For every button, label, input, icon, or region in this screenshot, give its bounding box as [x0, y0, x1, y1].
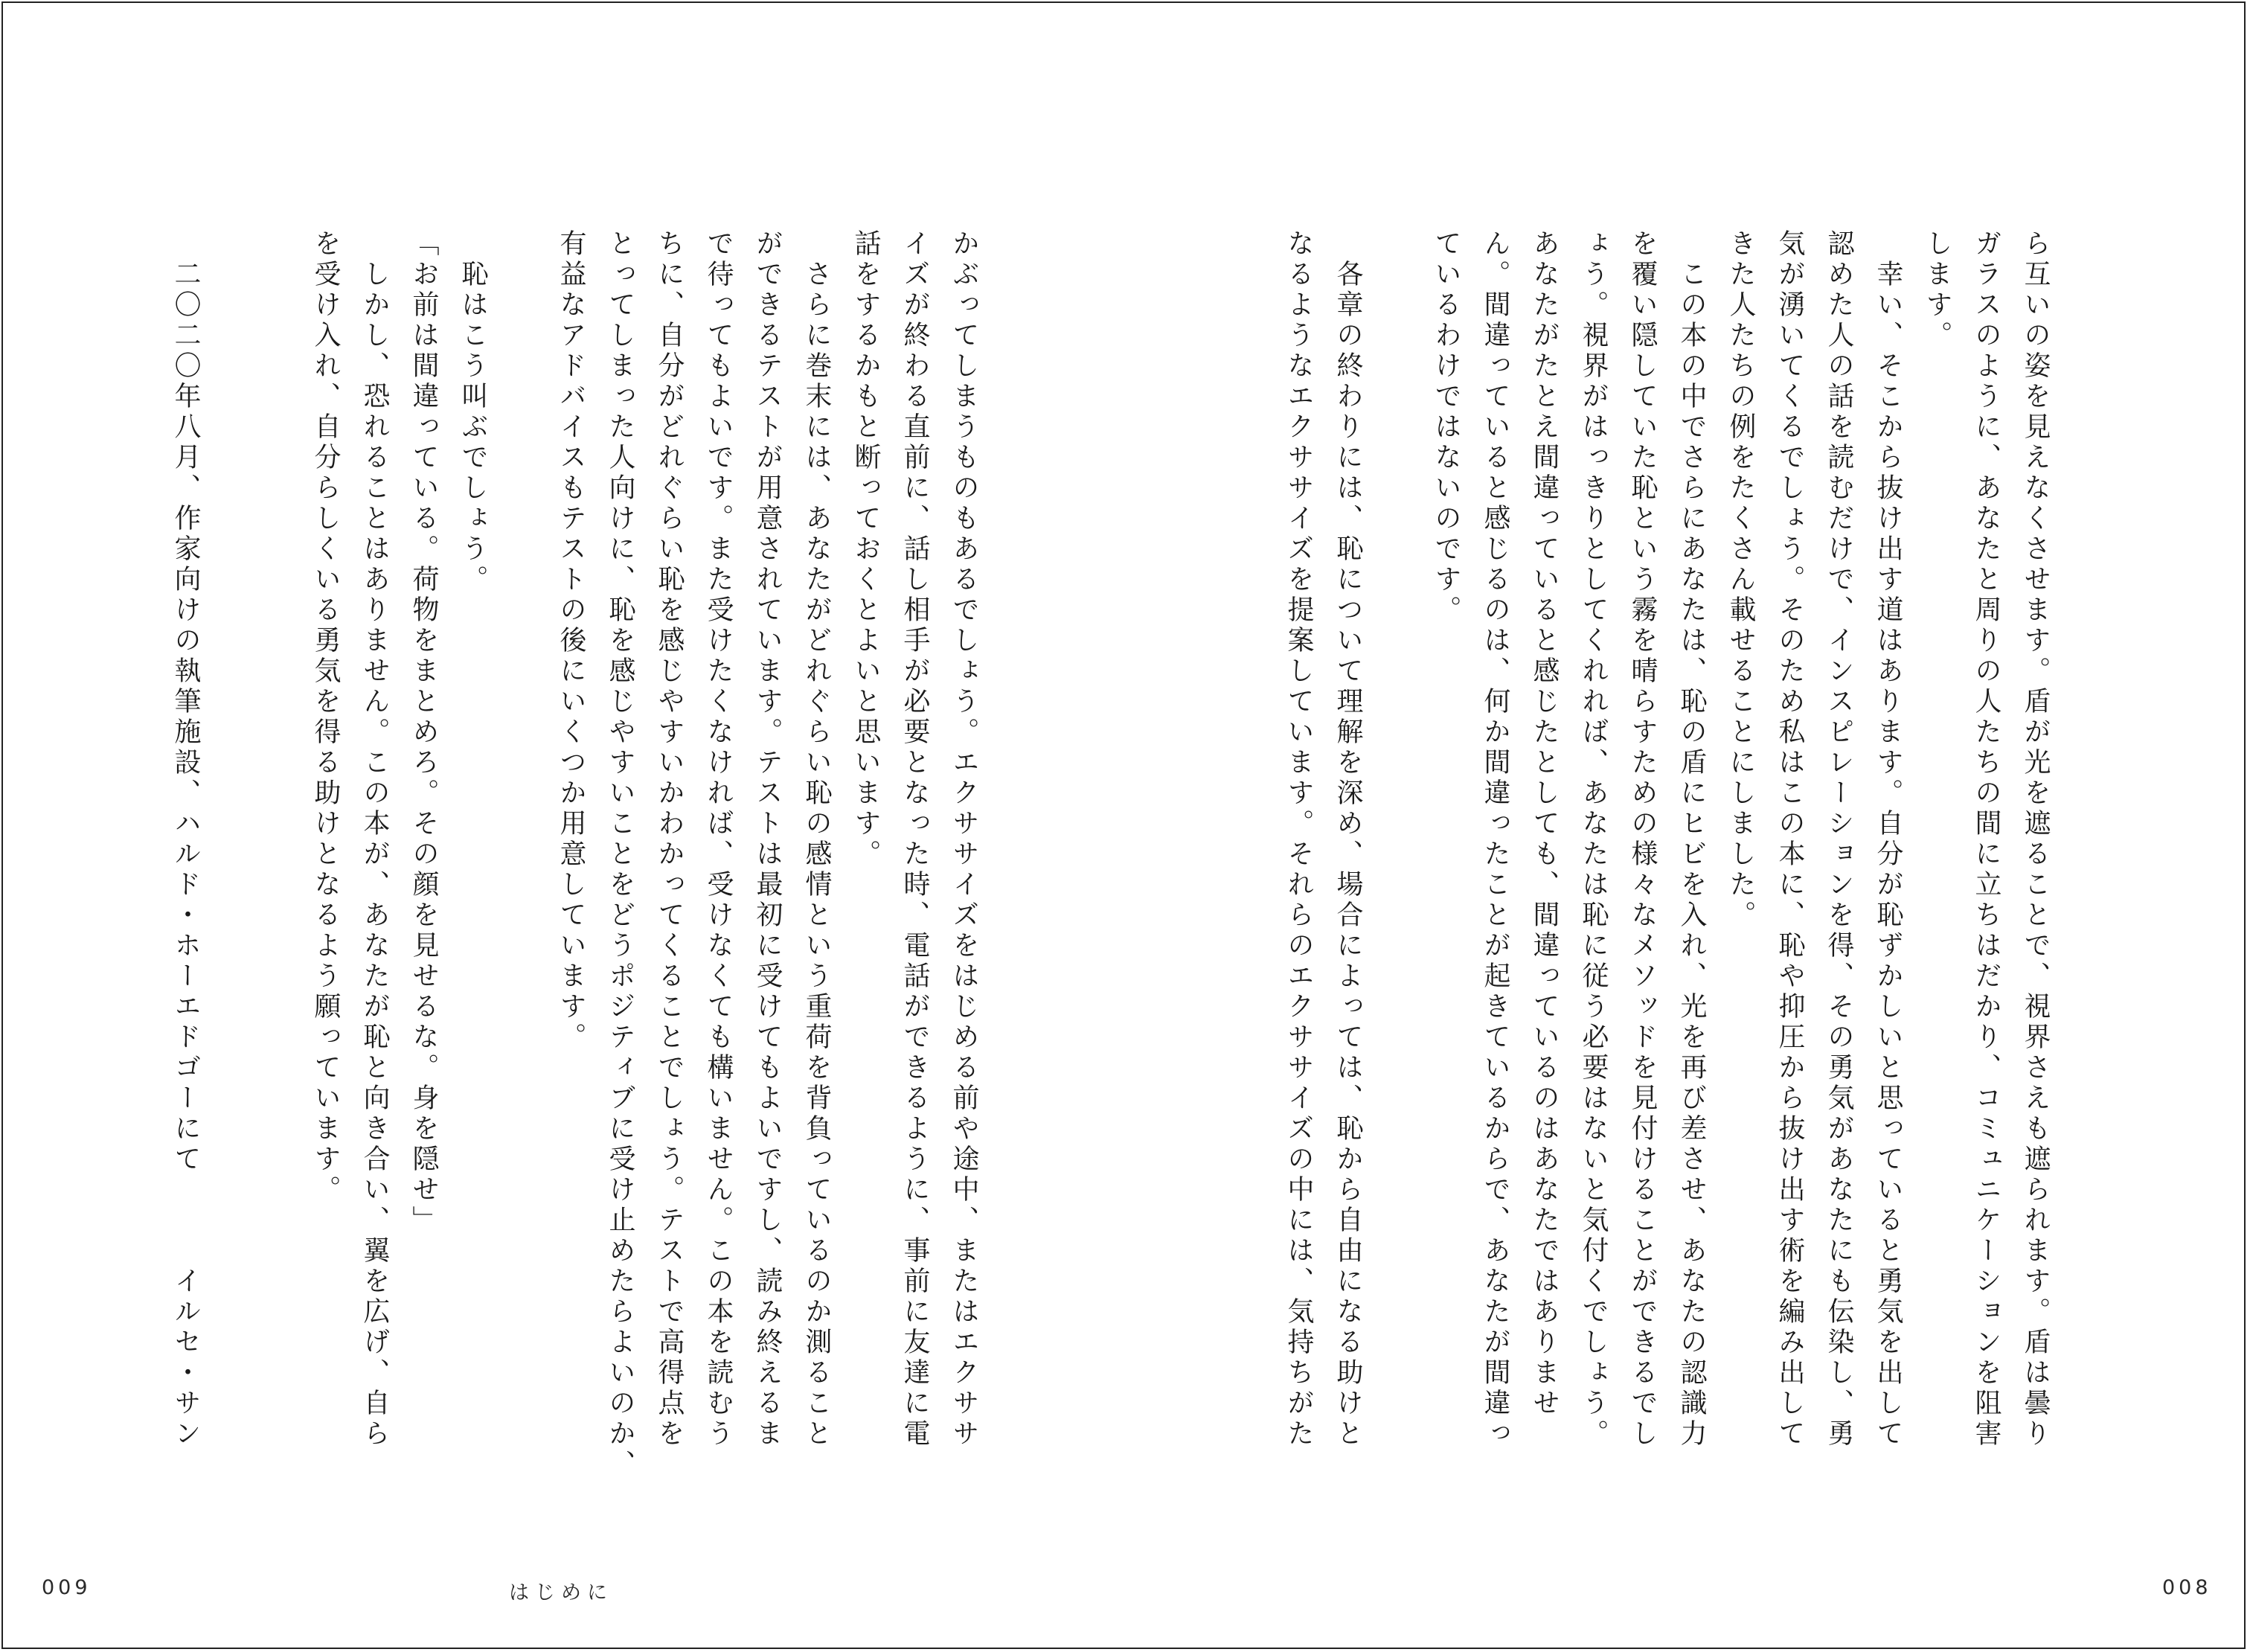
- page-number: 009: [42, 1576, 92, 1599]
- text-line: ちに、自分がどれぐらい恥を感じやすいかわかってくることでしょう。テストで高得点を: [654, 229, 685, 1450]
- text-line: 有益なアドバイスもテストの後にいくつか用意しています。: [556, 229, 586, 1053]
- text-line: この本の中でさらにあなたは、恥の盾にヒビを入れ、光を再び差させ、あなたの認識力: [1676, 229, 1707, 1450]
- text-line: 気が湧いてくるでしょう。そのため私はこの本に、恥や抑圧から抜け出す術を編み出して: [1775, 229, 1805, 1450]
- text-line: とってしまった人向けに、恥を感じやすいことをどうポジティブに受け止めたらよいのか、: [605, 229, 635, 1480]
- text-line: なるようなエクササイズを提案しています。それらのエクササイズの中には、気持ちがた: [1283, 229, 1314, 1450]
- text-line: 恥はこう叫ぶでしょう。: [458, 229, 488, 595]
- page-number: 008: [2162, 1576, 2212, 1599]
- text-line: を覆い隠していた恥という霧を晴らすための様々なメソッドを見付けることができるでし: [1627, 229, 1658, 1450]
- text-line: ガラスのように、あなたと周りの人たちの間に立ちはだかり、コミュニケーションを阻害: [1971, 229, 2001, 1450]
- text-line: ょう。視界がはっきりとしてくれれば、あなたは恥に従う必要はないと気付くでしょう。: [1578, 229, 1609, 1450]
- text-line: イズが終わる直前に、話し相手が必要となった時、電話ができるように、事前に友達に電: [900, 229, 930, 1450]
- text-line: あなたがたとえ間違っていると感じたとしても、間違っているのはあなたではありませ: [1529, 229, 1560, 1419]
- running-head: はじめに: [509, 1581, 613, 1604]
- text-line: 認めた人の話を読むだけで、インスピレーションを得、その勇気があなたにも伝染し、勇: [1824, 229, 1854, 1450]
- text-line: を受け入れ、自分らしくいる勇気を得る助けとなるよう願っています。: [310, 229, 341, 1206]
- text-line: します。: [1922, 229, 1952, 351]
- text-line: しかし、恐れることはありません。この本が、あなたが恥と向き合い、翼を広げ、自ら: [359, 229, 390, 1450]
- text-line: ができるテストが用意されています。テストは最初に受けてもよいですし、読み終えるま: [752, 229, 783, 1450]
- text-line: 二〇二〇年八月、作家向けの執筆施設、ハルド・ホーエドゴーにて イルセ・サン: [170, 229, 201, 1450]
- text-line: ら互いの姿を見えなくさせます。盾が光を遮ることで、視界さえも遮られます。盾は曇り: [2020, 229, 2051, 1450]
- text-line: さらに巻末には、あなたがどれぐらい恥の感情という重荷を背負っているのか測ること: [801, 229, 832, 1450]
- text-line: 幸い、そこから抜け出す道はあります。自分が恥ずかしいと思っていると勇気を出して: [1873, 229, 1903, 1450]
- text-line: 各章の終わりには、恥について理解を深め、場合によっては、恥から自由になる助けと: [1333, 229, 1363, 1450]
- text-line: きた人たちの例をたくさん載せることにしました。: [1725, 229, 1756, 931]
- text-line: ているわけではないのです。: [1431, 229, 1461, 626]
- text-line: で待ってもよいです。また受けたくなければ、受けなくても構いません。この本を読むう: [703, 229, 734, 1450]
- text-line: ん。間違っていると感じるのは、何か間違ったことが起きているからで、あなたが間違っ: [1480, 229, 1510, 1450]
- text-line: かぶってしまうものもあるでしょう。エクササイズをはじめる前や途中、またはエクササ: [949, 229, 979, 1450]
- text-line: 「お前は間違っている。荷物をまとめろ。その顔を見せるな。身を隠せ」: [408, 229, 439, 1236]
- text-line: 話をするかもと断っておくとよいと思います。: [850, 229, 881, 870]
